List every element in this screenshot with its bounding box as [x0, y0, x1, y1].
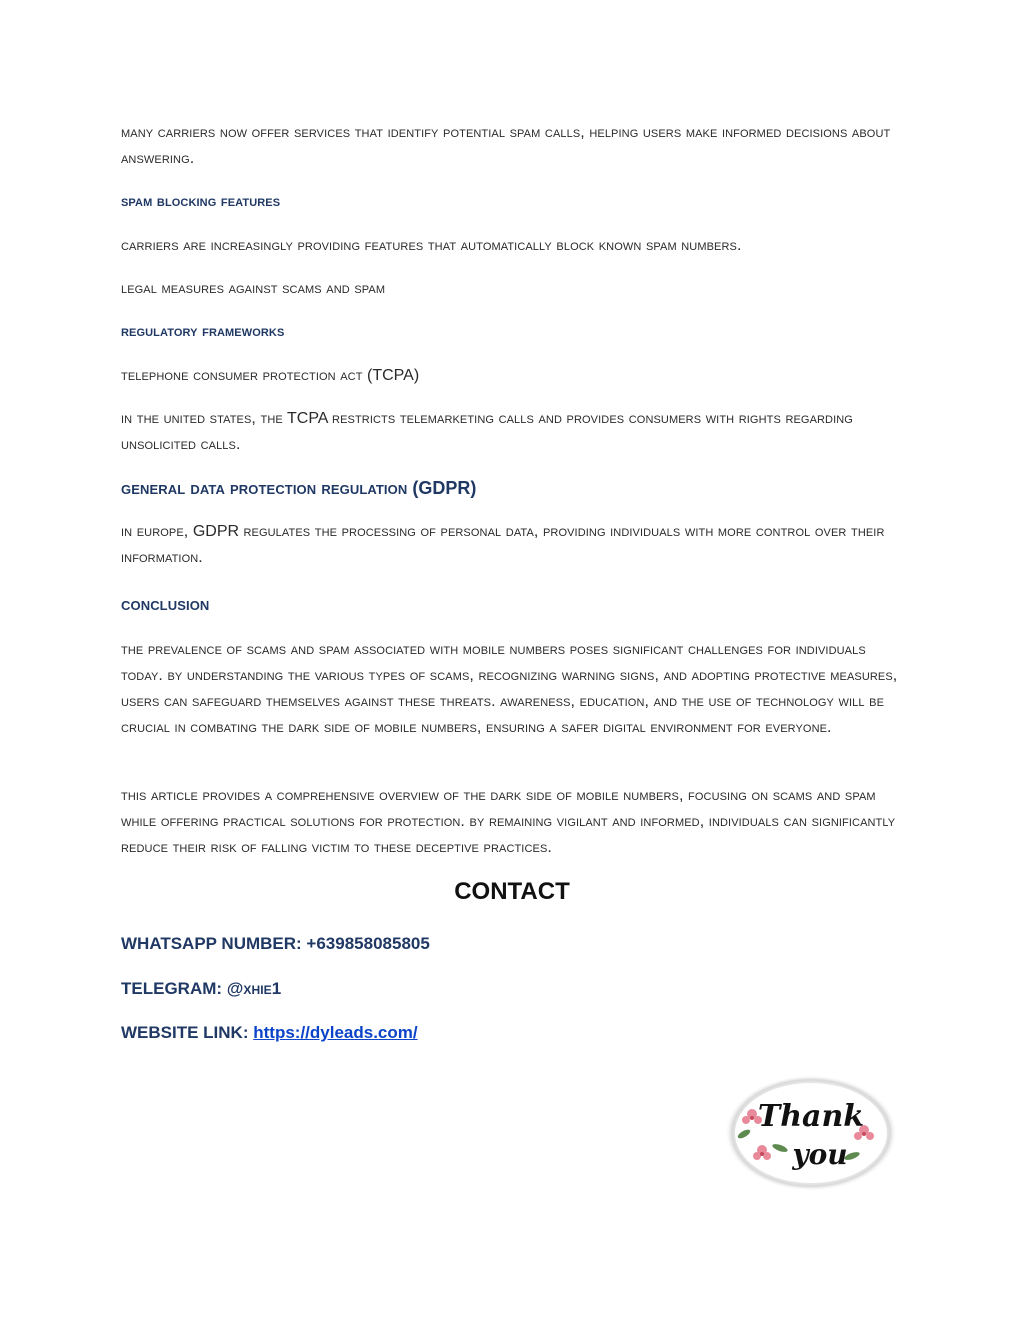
gdpr-text-a: in europe, — [121, 523, 189, 540]
tcpa-title-text: telephone consumer protection act — [121, 367, 363, 384]
telegram-label: TELEGRAM: @ — [121, 979, 244, 998]
subheading-legal-measures: legal measures against scams and spam — [121, 280, 386, 297]
paragraph-spam-blocking: carriers are increasingly providing features that automatically block known spam numbers. — [121, 237, 742, 254]
telegram-handle — [121, 979, 281, 999]
tcpa-text-b: TCPA — [286, 410, 328, 427]
heading-conclusion: conclusion — [121, 594, 210, 614]
paragraph-tcpa — [121, 406, 911, 458]
website-link[interactable]: https://dyleads.com/ — [253, 1023, 418, 1042]
tcpa-abbrev: (TCPA) — [367, 367, 420, 384]
you-text: you — [792, 1138, 848, 1171]
website-line — [121, 1023, 418, 1043]
heading-regulatory-frameworks: regulatory frameworks — [121, 323, 285, 340]
gdpr-heading-abbrev: (GDPR) — [412, 478, 477, 498]
paragraph-article-summary: this article provides a comprehensive overview of the dark side of mobile numbers, focusing on scams and spam while offering practical solutions for protection. by remaining vigilant and informed, individuals can significantly reduce their risk of falling victim to these deceptive practices. — [121, 787, 896, 856]
paragraph-carrier-services: many carriers now offer services that identify potential spam calls, helping users make informed decisions about answering. — [121, 124, 891, 167]
contact-title: CONTACT — [454, 878, 570, 905]
tcpa-text-c: restricts telemarketing calls and provides consumers with rights regarding unsolicited calls. — [121, 410, 853, 453]
gdpr-text-c: regulates the processing of personal data, providing individuals with more control over their information. — [121, 523, 885, 566]
paragraph-conclusion: the prevalence of scams and spam associated with mobile numbers poses significant challenges for individuals today. by understanding the various types of scams, recognizing warning signs, and adopting protective measures, users can safeguard themselves against these threats. awareness, education, and the use of technology will be crucial in combating the dark side of mobile numbers, ensuring a safer digital environment for everyone. — [121, 641, 898, 736]
telegram-handle-suffix: 1 — [271, 979, 282, 998]
telegram-handle-text: xhie — [243, 979, 272, 998]
subheading-tcpa — [121, 363, 911, 389]
gdpr-text-b: GDPR — [192, 523, 240, 540]
tcpa-text-a: in the united states, the — [121, 410, 283, 427]
heading-spam-blocking-features: spam blocking features — [121, 193, 281, 210]
whatsapp-number: WHATSAPP NUMBER: +639858085805 — [121, 934, 430, 953]
gdpr-heading-text: general data protection regulation — [121, 478, 408, 498]
thank-you-sticker — [724, 1074, 898, 1192]
heading-gdpr — [121, 475, 911, 501]
website-label: WEBSITE LINK: — [121, 1023, 249, 1042]
thank-text: Thank — [757, 1099, 865, 1134]
paragraph-gdpr — [121, 519, 911, 571]
